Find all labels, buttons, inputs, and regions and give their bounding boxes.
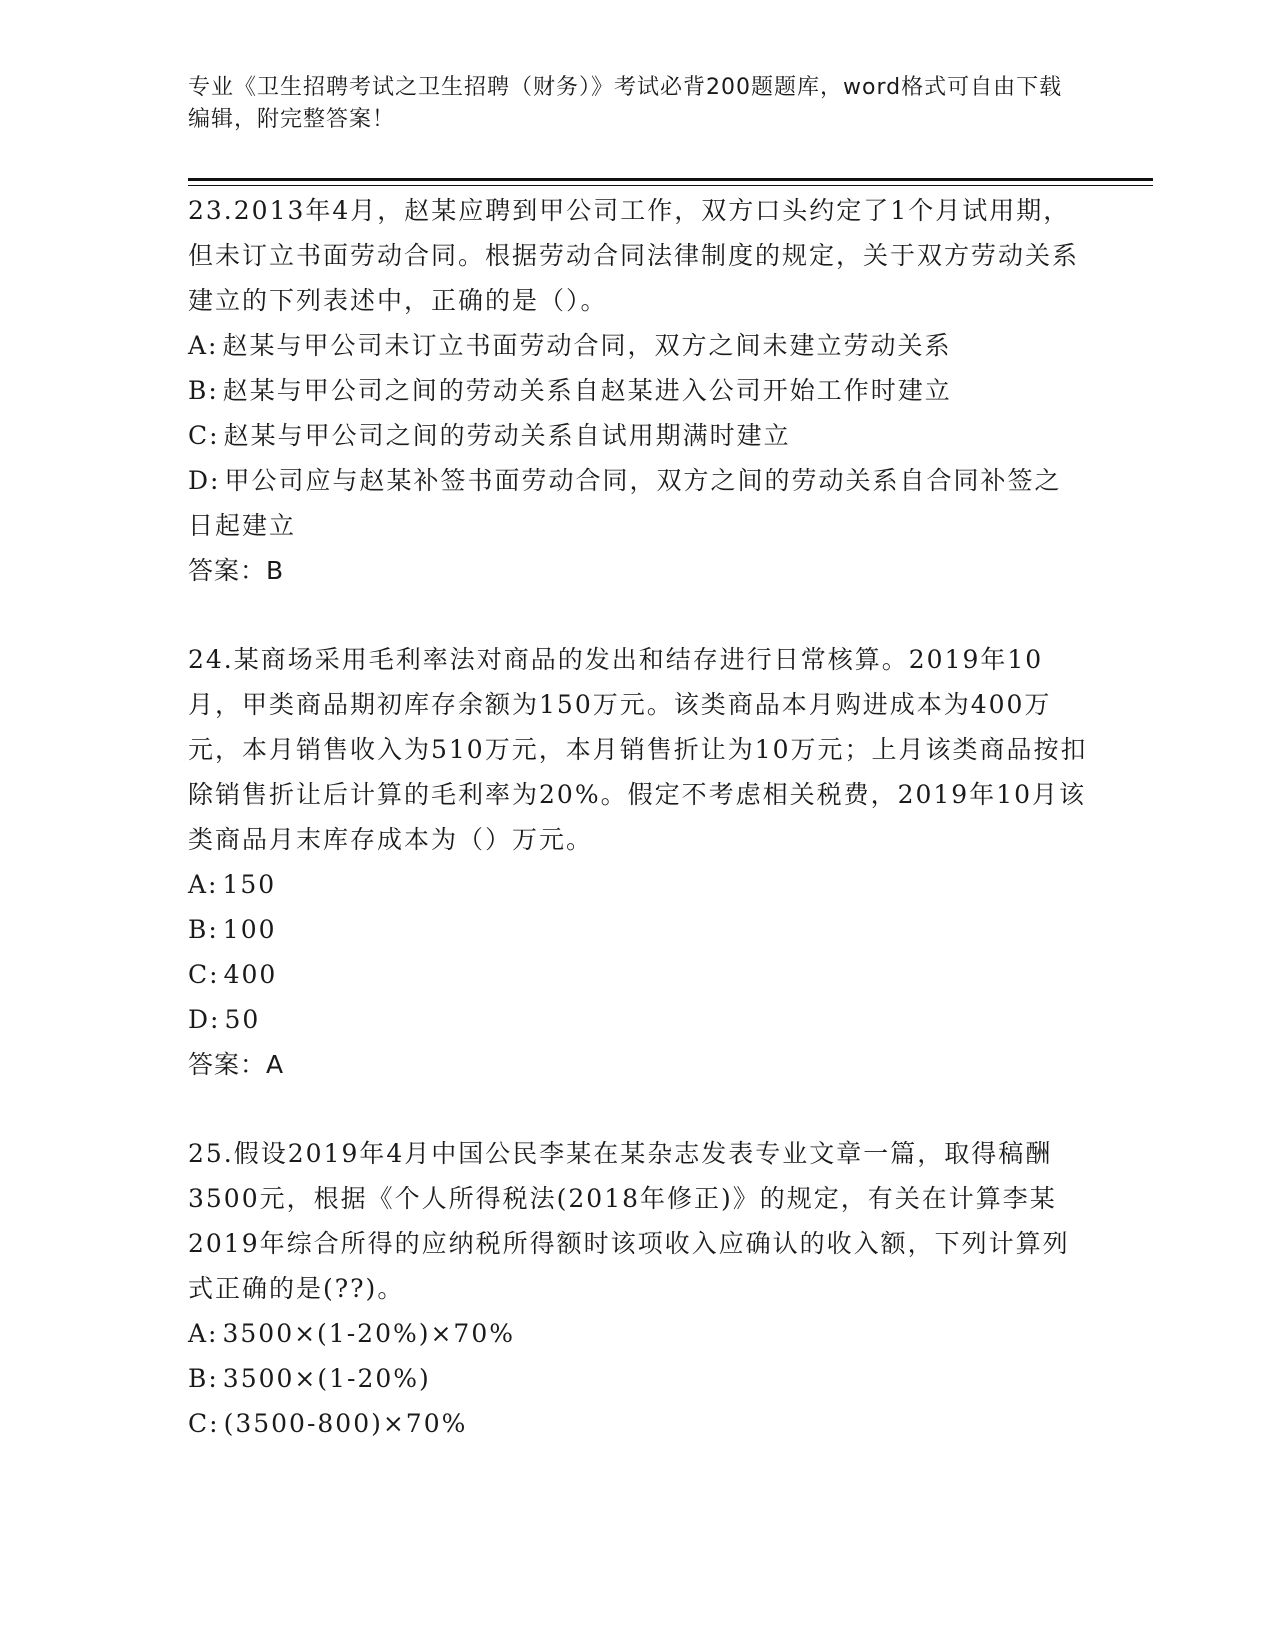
option-label: D: bbox=[188, 466, 221, 495]
option-label: D: bbox=[188, 1005, 221, 1034]
option-text: 赵某与甲公司未订立书面劳动合同，双方之间未建立劳动关系 bbox=[222, 331, 952, 360]
option-label: C: bbox=[188, 421, 220, 450]
option-b bbox=[188, 1356, 1088, 1401]
option-text: (3500-800)×70% bbox=[223, 1409, 468, 1438]
header-divider-thin bbox=[188, 185, 1153, 186]
option-d bbox=[188, 997, 1088, 1042]
option-text: 400 bbox=[223, 960, 278, 989]
question-24 bbox=[188, 637, 1088, 1087]
option-c bbox=[188, 413, 1088, 458]
option-text: 3500×(1-20%)×70% bbox=[222, 1319, 515, 1348]
option-d bbox=[188, 458, 1088, 548]
question-23 bbox=[188, 188, 1088, 593]
option-label: C: bbox=[188, 1409, 220, 1438]
question-25 bbox=[188, 1131, 1088, 1446]
option-c bbox=[188, 1401, 1088, 1446]
option-label: B: bbox=[188, 915, 219, 944]
option-text: 50 bbox=[224, 1005, 261, 1034]
option-label: A: bbox=[188, 1319, 219, 1348]
option-label: B: bbox=[188, 376, 219, 405]
option-text: 3500×(1-20%) bbox=[222, 1364, 431, 1393]
option-b bbox=[188, 368, 1088, 413]
option-a bbox=[188, 1311, 1088, 1356]
option-c bbox=[188, 952, 1088, 997]
option-text: 甲公司应与赵某补签书面劳动合同，双方之间的劳动关系自合同补签之日起建立 bbox=[188, 466, 1062, 540]
answer-line: 答案：A bbox=[188, 1050, 285, 1079]
option-b bbox=[188, 907, 1088, 952]
document-header: 专业《卫生招聘考试之卫生招聘（财务）》考试必背200题题库，word格式可自由下载编辑，附完整答案！ bbox=[188, 75, 1063, 132]
option-text: 赵某与甲公司之间的劳动关系自试用期满时建立 bbox=[223, 421, 791, 450]
option-a bbox=[188, 323, 1088, 368]
option-text: 100 bbox=[222, 915, 277, 944]
option-label: C: bbox=[188, 960, 220, 989]
question-stem: 24.某商场采用毛利率法对商品的发出和结存进行日常核算。2019年10月，甲类商品期初库存余额为150万元。该类商品本月购进成本为400万元，本月销售收入为510万元，本月销售折让为10万元；上月该类商品按扣除销售折让后计算的毛利率为20%。假定不考虑相关税费，2019年10月该类商品月末库存成本为（）万元。 bbox=[188, 645, 1088, 854]
answer-line: 答案：B bbox=[188, 556, 285, 585]
option-label: A: bbox=[188, 870, 219, 899]
option-text: 赵某与甲公司之间的劳动关系自赵某进入公司开始工作时建立 bbox=[222, 376, 952, 405]
option-label: A: bbox=[188, 331, 219, 360]
header-divider-thick bbox=[188, 178, 1153, 181]
question-list bbox=[188, 188, 1088, 1490]
question-stem: 23.2013年4月，赵某应聘到甲公司工作，双方口头约定了1个月试用期，但未订立书面劳动合同。根据劳动合同法律制度的规定，关于双方劳动关系建立的下列表述中，正确的是（）。 bbox=[188, 196, 1080, 315]
question-stem: 25.假设2019年4月中国公民李某在某杂志发表专业文章一篇，取得稿酬3500元，根据《个人所得税法(2018年修正)》的规定，有关在计算李某2019年综合所得的应纳税所得额时该项收入应确认的收入额，下列计算列式正确的是(??)。 bbox=[188, 1139, 1070, 1303]
option-text: 150 bbox=[222, 870, 277, 899]
option-a bbox=[188, 862, 1088, 907]
option-label: B: bbox=[188, 1364, 219, 1393]
